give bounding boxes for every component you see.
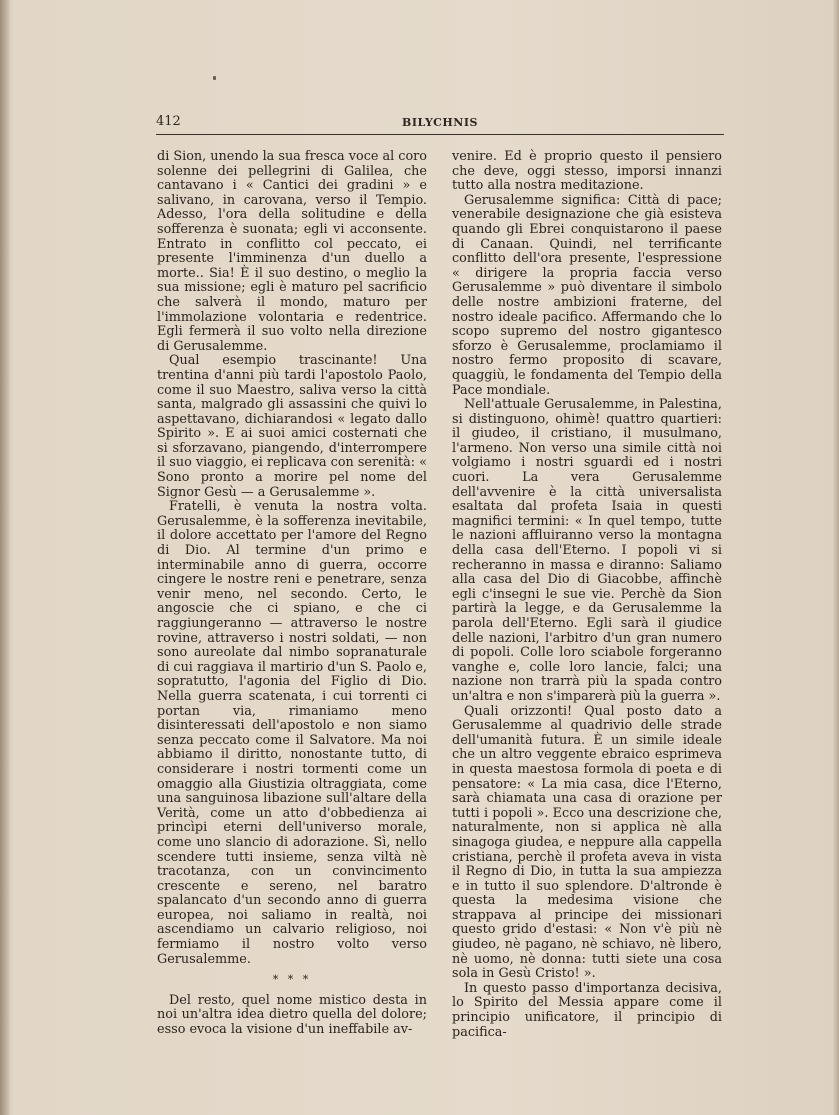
paragraph: venire. Ed è proprio questo il pensiero che deve, oggi stesso, imporsi innanzi tutto alla nostra meditazione. [452, 149, 722, 194]
paragraph: di Sion, unendo la sua fresca voce al coro solenne dei pellegrini di Galilea, che cantavano i « Cantici dei gradini » e salivano, in carovana, verso il Tempio. Adesso, l'ora della solitudine e della sofferenza è suonata; egli vi acconsente. Entrato in conflitto col peccato, ei presente l'imminenza d'un duello a morte.. Sia! È il suo destino, o meglio la sua missione; egli è maturo pel sacrificio che salverà il mondo, maturo per l'immolazione volontaria e redentrice. Egli fermerà il suo volto nella direzione di Gerusalemme. [157, 149, 427, 354]
page-number: 412 [156, 114, 181, 129]
page-header [156, 112, 724, 135]
left-column [157, 150, 427, 1038]
paragraph: Del resto, quel nome mistico desta in noi un'altra idea dietro quella del dolore; esso evoca la visione d'un ineffabile av- [157, 992, 427, 1038]
paragraph: Qual esempio trascinante! Una trentina d'anni più tardi l'apostolo Paolo, come il suo Maestro, saliva verso la città santa, malgrado gli assassini che quivi lo aspettavano, dichiarandosi « legato dallo Spirito ». E ai suoi amici costernati che si sforzavano, piangendo, d'interrompere il suo viaggio, ei replicava con serenità: « Sono pronto a morire pel nome del Signor Gesù — a Gerusalemme ». [157, 353, 427, 500]
paragraph: Gerusalemme significa: Città di pace; venerabile designazione che già esisteva quando gli Ebrei conquistarono il paese di Canaan. Quindi, nel terrificante conflitto dell'ora presente, l'espressione « dirigere la propria faccia verso Gerusalemme » può diventare il simbolo delle nostre ambizioni fraterne, del nostro ideale pacifico. Affermando che lo scopo supremo del nostro gigantesco sforzo è Gerusalemme, proclamiamo il nostro fermo proposito di scavare, quaggiù, le fondamenta del Tempio della Pace mondiale. [452, 192, 722, 398]
print-speck [213, 76, 216, 80]
right-column [452, 150, 722, 1040]
paragraph: In questo passo d'importanza decisiva, lo Spirito del Messia appare come il principio unificatore, il principio di pacifica- [452, 980, 722, 1040]
running-title: BILYCHNIS [402, 116, 478, 129]
paragraph: Quali orizzonti! Qual posto dato a Gerusalemme al quadrivio delle strade dell'umanità futura. È un simile ideale che un altro veggente ebraico esprimeva in questa maestosa formola di poeta e di pensatore: « La mia casa, dice l'Eterno, sarà chiamata una casa di orazione per tutti i popoli ». Ecco una descrizione che, naturalmente, non si applica nè alla sinagoga giudea, e neppure alla cappella cristiana, perchè il profeta aveva in vista il Regno di Dio, in tutta la sua ampiezza e in tutto il suo splendore. D'altronde è questa la medesima visione che strappava al principe dei missionari questo grido d'estasi: « Non v'è più nè giudeo, nè pagano, nè schiavo, nè libero, nè uomo, nè donna: tutti siete una cosa sola in Gesù Cristo! ». [452, 703, 722, 982]
paragraph: Nell'attuale Gerusalemme, in Palestina, si distinguono, ohimè! quattro quartieri: il giudeo, il cristiano, il musulmano, l'armeno. Non verso una simile città noi volgiamo i nostri sguardi ed i nostri cuori. La vera Gerusalemme dell'avvenire è la città universalista esaltata dal profeta Isaia in questi magnifici termini: « In quel tempo, tutte le nazioni affluiranno verso la montagna della casa dell'Eterno. I popoli vi si recheranno in massa e diranno: Saliamo alla casa del Dio di Giacobbe, affinchè egli c'insegni le sue vie. Perchè da Sion partirà la legge, e da Gerusalemme la parola dell'Eterno. Egli sarà il giudice delle nazioni, l'arbitro d'un gran numero di popoli. Colle loro sciabole forgeranno vanghe e, colle loro lancie, falci; una nazione non trarrà più la spada contro un'altra e non s'imparerà più la guerra ». [452, 397, 722, 704]
section-separator: * * * [272, 973, 312, 987]
paragraph: Fratelli, è venuta la nostra volta. Gerusalemme, è la sofferenza inevitabile, il dolore accettato per l'amore del Regno di Dio. Al termine d'un primo e interminabile anno di guerra, occorre cingere le nostre reni e penetrare, senza venir meno, nel secondo. Certo, le angoscie che ci spiano, e che ci raggiungeranno — attraverso le nostre rovine, attraverso i nostri soldati, — non sono aureolate dal nimbo sopranaturale di cui raggiava il martirio d'un S. Paolo e, sopratutto, l'agonia del Figlio di Dio. Nella guerra scatenata, i cui torrenti ci portan via, rimaniamo meno disinteressati dell'apostolo e non siamo senza peccato come il Salvatore. Ma noi abbiamo il diritto, nonostante tutto, di considerare i nostri tormenti come un omaggio alla Giustizia oltraggiata, come una sanguinosa libazione sull'altare della Verità, come un atto d'obbedienza ai princìpi eterni dell'universo morale, come uno slancio di adorazione. Sì, nello scendere tutti insieme, senza viltà nè tracotanza, con un convincimento crescente e sereno, nel baratro spalancato d'un secondo anno di guerra europea, noi saliamo in realtà, noi ascendiamo un calvario religioso, noi fermiamo il nostro volto verso Gerusalemme. [157, 499, 427, 967]
